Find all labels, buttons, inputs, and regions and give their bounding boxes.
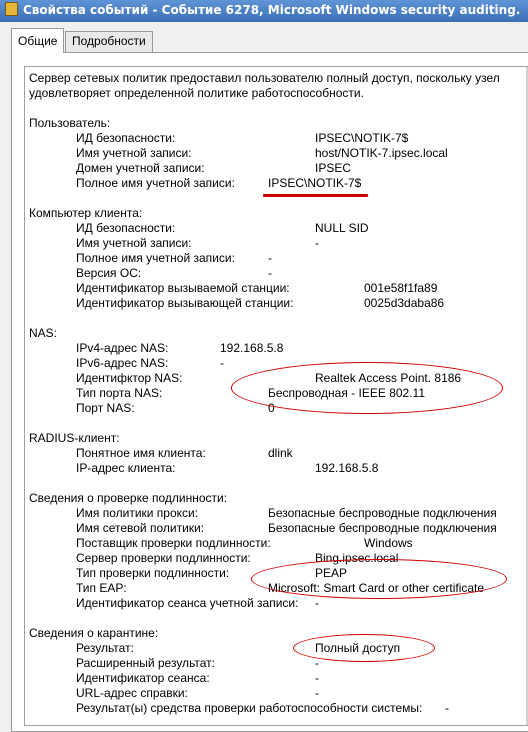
section-header-user: Пользователь: [29,116,111,130]
field-label: Понятное имя клиента: [76,446,206,460]
field-value: 001e58f1fa89 [364,281,438,295]
annotation-ellipse [293,634,435,662]
field-label: Домен учетной записи: [76,161,205,175]
field-label: URL-адрес справки: [76,686,188,700]
event-viewer-icon [5,2,18,16]
section-header-quarantine: Сведения о карантине: [29,626,159,640]
field-value: 0 [268,401,275,415]
field-label: Результат(ы) средства проверки работоспособности системы: [76,701,423,715]
field-value: - [315,671,319,685]
annotation-ellipse [231,362,503,414]
field-value: Bing.ipsec.local [315,551,399,565]
field-value: 192.168.5.8 [315,461,379,475]
field-label: Полное имя учетной записи: [76,176,235,190]
field-label: Тип порта NAS: [76,386,163,400]
field-value: - [315,596,319,610]
tab-details[interactable]: Подробности [65,31,153,52]
window-title: Свойства событий - Событие 6278, Microsoft Windows security auditing. [23,3,521,17]
field-value: 192.168.5.8 [220,341,284,355]
field-label: Версия ОС: [76,266,142,280]
field-label: Идентификатор сеанса: [76,671,210,685]
field-value: host/NOTIK-7.ipsec.local [315,146,448,160]
field-label: Порт NAS: [76,401,135,415]
field-value: PEAP [315,566,348,580]
annotation-ellipse [251,559,507,599]
field-value: 0025d3daba86 [364,296,445,310]
section-header-nas: NAS: [29,326,58,340]
field-value: NULL SID [315,221,369,235]
field-value: Полный доступ [315,641,401,655]
field-value: IPSEC\NOTIK-7$ [268,176,362,190]
field-label: IP-адрес клиента: [76,461,176,475]
field-label: Имя политики прокси: [76,506,199,520]
field-value: dlink [268,446,293,460]
field-label: Тип EAP: [76,581,127,595]
annotation-underline [263,194,368,197]
field-label: ИД безопасности: [76,221,176,235]
field-label: Поставщик проверки подлинности: [76,536,271,550]
field-value: Беспроводная - IEEE 802.11 [268,386,426,400]
section-header-client-computer: Компьютер клиента: [29,206,143,220]
field-label: Имя учетной записи: [76,236,192,250]
field-value: - [220,356,224,370]
field-value: Безопасные беспроводные подключения [268,506,497,520]
field-label: Результат: [76,641,134,655]
field-label: IPv4-адрес NAS: [76,341,169,355]
field-value: IPSEC\NOTIK-7$ [315,131,409,145]
field-value: - [445,701,449,715]
field-value: - [268,251,272,265]
field-label: Идентификатор вызываемой станции: [76,281,290,295]
field-value: - [315,686,319,700]
field-label: Идентифктор NAS: [76,371,183,385]
field-label: IPv6-адрес NAS: [76,356,169,370]
field-value: - [315,656,319,670]
field-value: IPSEC [315,161,352,175]
field-label: Идентификатор сеанса учетной записи: [76,596,299,610]
field-label: Сервер проверки подлинности: [76,551,251,565]
field-value: - [268,266,272,280]
field-label: Идентификатор вызывающей станции: [76,296,294,310]
field-value: Безопасные беспроводные подключения [268,521,497,535]
field-value: Windows [364,536,413,550]
field-value: Microsoft: Smart Card or other certificate [268,581,485,595]
message-line: удовлетворяет определенной политике работоспособности. [29,86,364,100]
field-label: Полное имя учетной записи: [76,251,235,265]
message-line: Сервер сетевых политик предоставил пользователю полный доступ, поскольку узел [29,71,500,85]
field-label: Имя сетевой политики: [76,521,205,535]
event-description[interactable] [24,66,528,726]
field-label: ИД безопасности: [76,131,176,145]
field-value: - [315,236,319,250]
window-titlebar [0,0,528,22]
section-header-authentication: Сведения о проверке подлинности: [29,491,228,505]
field-label: Имя учетной записи: [76,146,192,160]
field-value: Realtek Access Point. 8186 [315,371,462,385]
section-header-radius-client: RADIUS-клиент: [29,431,120,445]
field-label: Тип проверки подлинности: [76,566,230,580]
field-label: Расширенный результат: [76,656,215,670]
tab-general[interactable]: Общие [11,28,64,53]
